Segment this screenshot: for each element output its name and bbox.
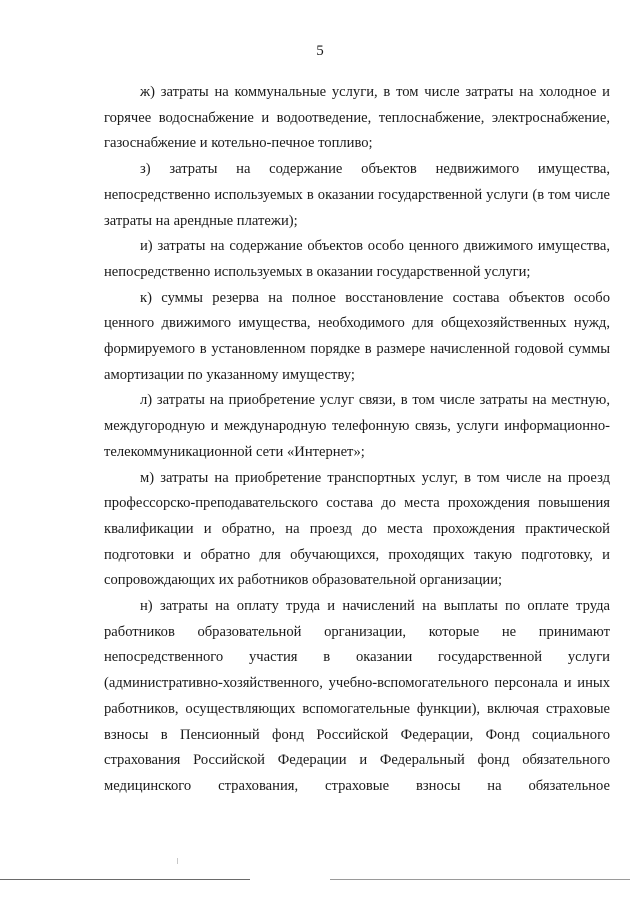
paragraph-m-transport: м) затраты на приобретение транспортных услуг, в том числе на проезд профессорско-преподавательского состава до места прохождения повышения квалификации и обратно, на проезд до места прохождения практической подготовки и обратно для обучающихся, проходящих такую подготовку, и сопровождающих их работников образовательной организации; — [104, 469, 610, 589]
paragraph-k-reserve: к) суммы резерва на полное восстановление состава объектов особо ценного движимого имущества, необходимого для общехозяйственных нужд, формируемого в установленном порядке в размере начисленной годовой суммы амортизации по указанному имуществу; — [104, 289, 610, 383]
paragraph-z-real-estate: з) затраты на содержание объектов недвижимого имущества, непосредственно используемых в оказании государственной услуги (в том числе затраты на арендные платежи); — [104, 161, 610, 229]
paragraph-zh-utilities: ж) затраты на коммунальные услуги, в том числе затраты на холодное и горячее водоснабжение и водоотведение, теплоснабжение, электроснабжение, газоснабжение и котельно-печное топливо; — [104, 84, 610, 152]
document-body — [104, 80, 610, 800]
paragraph-i-movable-property: и) затраты на содержание объектов особо ценного движимого имущества, непосредственно используемых в оказании государственной услуги; — [104, 238, 610, 280]
paragraph-l-communication: л) затраты на приобретение услуг связи, в том числе затраты на местную, междугородную и международную телефонную связь, услуги информационно-телекоммуникационной сети «Интернет»; — [104, 392, 610, 460]
paragraph-n-labor-costs: н) затраты на оплату труда и начислений на выплаты по оплате труда работников образовательной организации, которые не принимают непосредственного участия в оказании государственной услуги (административно-хозяйственного, учебно-вспомогательного персонала и иных работников, осуществляющих вспомогательные функции), включая страховые взносы в Пенсионный фонд Российской Федерации, Фонд социального страхования Российской Федерации и Федеральный фонд обязательного медицинского страхования, страховые взносы на обязательное — [104, 598, 610, 794]
footer-scan-line-left — [0, 879, 250, 880]
page-number: 5 — [316, 43, 324, 59]
scan-artifact — [177, 858, 178, 864]
footer-scan-line-right — [330, 879, 630, 880]
